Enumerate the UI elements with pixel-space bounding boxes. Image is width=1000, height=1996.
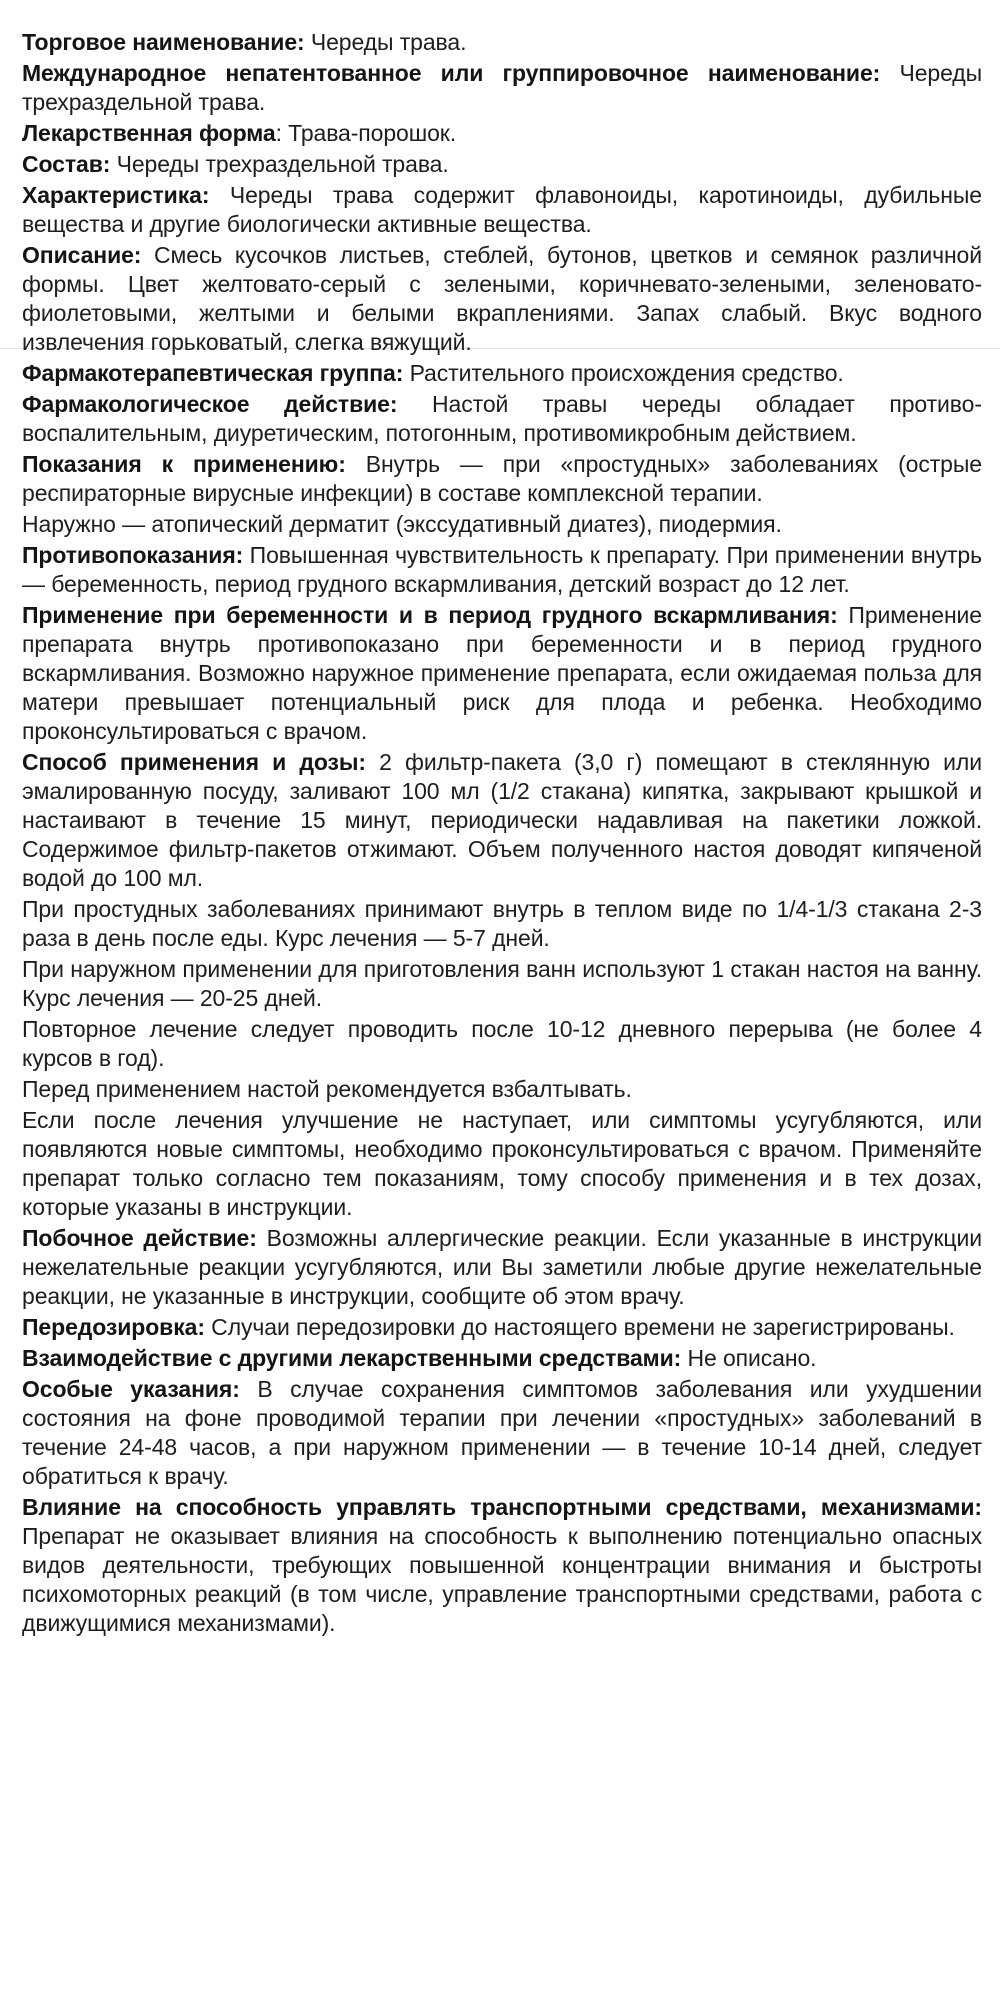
section-text: Повышенная чувствительность к препарату. При применении внутрь — беременность, период грудного вскармливания, детский возраст до 12 лет. [22, 542, 982, 597]
section-label: Характеристика: [22, 182, 210, 208]
section-text: Настой травы череды обладает противовоспалительным, диуретическим, потогонным, противомикробным действием. [22, 391, 982, 446]
section-dosage-form [22, 119, 982, 148]
section-label: Состав: [22, 151, 111, 177]
section-text: Смесь кусочков листьев, стеблей, бутонов, цветков и семянок различной формы. Цвет желтовато-серый с зелеными, коричневато-зелеными, зеленовато-фиолетовыми, желтыми и белыми вкраплениями. Запах слабый. Вкус водного извлечения горьковатый, слегка вяжущий. [22, 242, 982, 355]
section-description [22, 241, 982, 357]
section-label: Применение при беременности и в период грудного вскармливания: [22, 602, 838, 628]
section-pregnancy [22, 601, 982, 746]
instruction-document [22, 28, 982, 1640]
section-text: Перед применением настой рекомендуется взбалтывать. [22, 1076, 632, 1102]
section-repeat-course [22, 1015, 982, 1073]
section-text: При наружном применении для приготовления ванн используют 1 стакан настоя на ванну. Курс лечения — 20-25 дней. [22, 956, 982, 1011]
section-text: Череды трехраздельной трава. [110, 151, 449, 177]
section-text: Растительного происхождения средство. [403, 360, 844, 386]
section-label: Противопоказания: [22, 542, 244, 568]
section-label: Международное непатентованное или группировочное наименование: [22, 60, 881, 86]
section-text: Череды трехраздельной трава. [22, 60, 983, 115]
section-inn [22, 59, 982, 117]
section-label: Особые указания: [22, 1376, 240, 1402]
section-interactions [22, 1344, 982, 1373]
section-label: Фармакотерапевтическая группа: [22, 360, 404, 386]
section-text: При простудных заболеваниях принимают внутрь в теплом виде по 1/4-1/3 стакана 2-3 раза в день после еды. Курс лечения — 5-7 дней. [22, 896, 982, 951]
section-text: Наружно — атопический дерматит (экссудативный диатез), пиодермия. [22, 511, 782, 537]
section-label: Описание: [22, 242, 142, 268]
section-contraindications [22, 541, 982, 599]
section-text: Повторное лечение следует проводить после 10-12 дневного перерыва (не более 4 курсов в год). [22, 1016, 982, 1071]
section-composition [22, 150, 982, 179]
section-text: Не описано. [681, 1345, 817, 1371]
section-consult-note [22, 1106, 982, 1222]
section-dosage [22, 748, 982, 893]
section-text: Возможны аллергические реакции. Если указанные в инструкции нежелательные реакции усугубляются, или Вы заметили любые другие нежелательные реакции, не указанные в инструкции, сообщите об этом врачу. [22, 1225, 982, 1309]
section-indications [22, 450, 982, 508]
section-pharmacotherapeutic-group [22, 359, 982, 388]
section-side-effects [22, 1224, 982, 1311]
section-label: Лекарственная форма [22, 120, 276, 146]
section-label: Способ применения и дозы: [22, 749, 366, 775]
section-text: Внутрь — при «простудных» заболеваниях (острые респираторные вирусные инфекции) в составе комплексной терапии. [22, 451, 982, 506]
section-shake-note [22, 1075, 982, 1104]
section-text: Случаи передозировки до настоящего времени не зарегистрированы. [204, 1314, 955, 1340]
section-dosage-external [22, 955, 982, 1013]
section-special-notes [22, 1375, 982, 1491]
section-label: Влияние на способность управлять транспортными средствами, механизмами: [22, 1494, 982, 1520]
section-overdose [22, 1313, 982, 1342]
section-label: Торговое наименование: [22, 29, 305, 55]
section-label: Взаимодействие с другими лекарственными средствами: [22, 1345, 682, 1371]
section-text: Если после лечения улучшение не наступает, или симптомы усугубляются, или появляются новые симптомы, необходимо проконсультироваться с врачом. Применяйте препарат только согласно тем показаниям, тому способу применения и в тех дозах, которые указаны в инструкции. [22, 1107, 982, 1220]
section-driving [22, 1493, 982, 1638]
section-text: Применение препарата внутрь противопоказано при беременности и в период грудного вскармливания. Возможно наружное применение препарата, если ожидаемая польза для матери превышает потенциальный риск для плода и ребенка. Необходимо проконсультироваться с врачом. [22, 602, 983, 744]
section-characteristics [22, 181, 982, 239]
section-indications-external [22, 510, 982, 539]
section-label: Передозировка: [22, 1314, 205, 1340]
section-text: Череды трава содержит флавоноиды, каротиноиды, дубильные вещества и другие биологически активные вещества. [22, 182, 982, 237]
section-pharmacological-action [22, 390, 982, 448]
section-text: Череды трава. [304, 29, 467, 55]
section-label: Побочное действие: [22, 1225, 257, 1251]
section-text: 2 фильтр-пакета (3,0 г) помещают в стеклянную или эмалированную посуду, заливают 100 мл (1/2 стакана) кипятка, закрывают крышкой и настаивают в течение 15 минут, периодически надавливая на пакетики ложкой. Содержимое фильтр-пакетов отжимают. Объем полученного настоя доводят кипяченой водой до 100 мл. [22, 749, 982, 891]
section-label: Фармакологическое действие: [22, 391, 398, 417]
section-text: Препарат не оказывает влияния на способность к выполнению потенциально опасных видов деятельности, требующих повышенной концентрации внимания и быстроты психомоторных реакций (в том числе, управление транспортными средствами, работа с движущимися механизмами). [22, 1523, 982, 1636]
section-dosage-cold [22, 895, 982, 953]
section-label: Показания к применению: [22, 451, 346, 477]
section-text: В случае сохранения симптомов заболевания или ухудшении состояния на фоне проводимой терапии при лечении «простудных» заболеваний в течение 24-48 часов, а при наружном применении — в течение 10-14 дней, следует обратиться к врачу. [22, 1376, 982, 1489]
section-text: : Трава-порошок. [275, 120, 457, 146]
section-trade-name [22, 28, 982, 57]
